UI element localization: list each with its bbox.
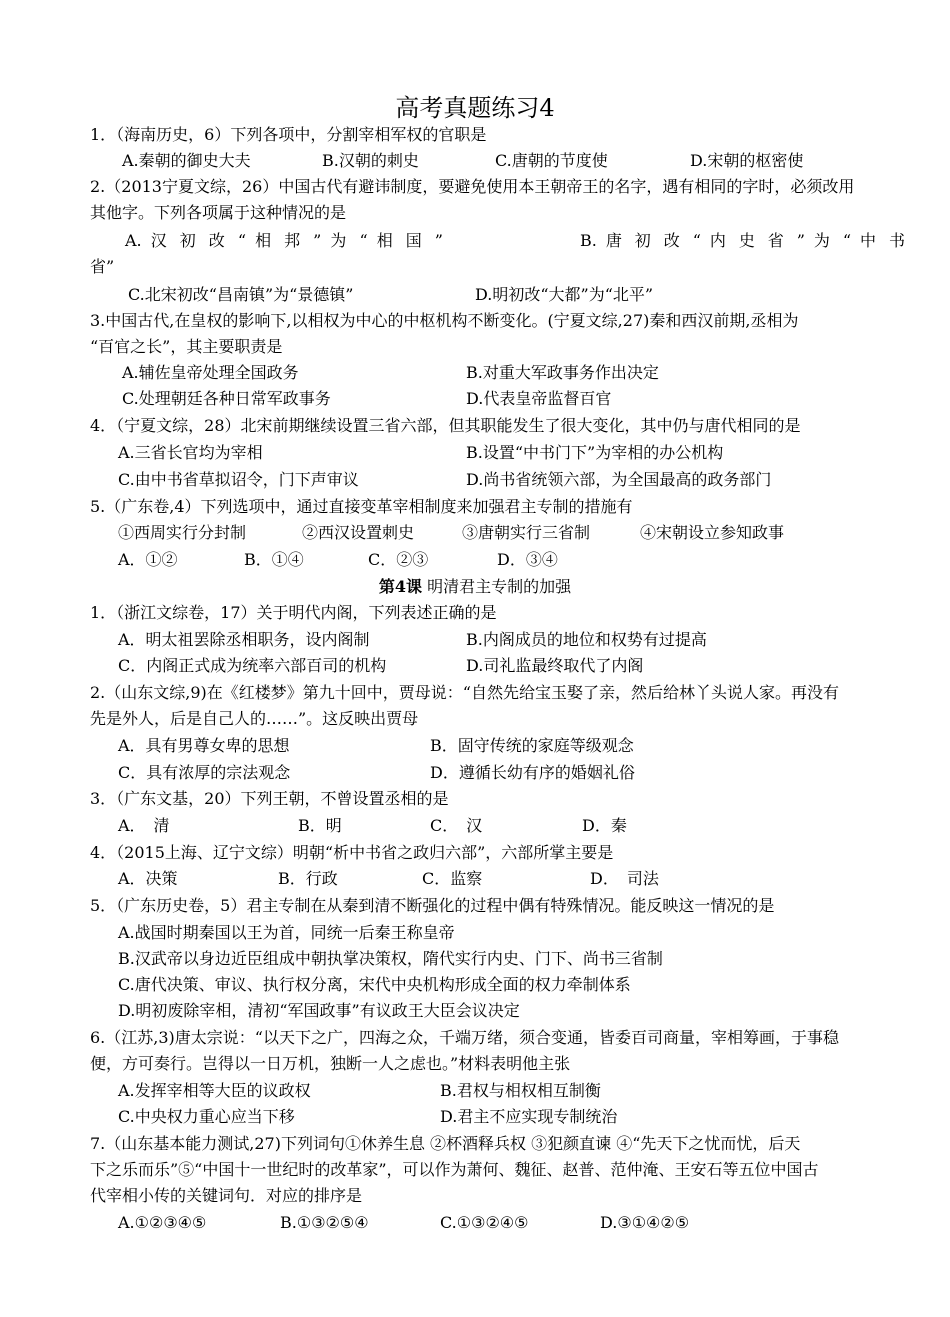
p7-option-c: C.①③②④⑤ (440, 1213, 529, 1232)
q5-option-d: D．③④ (497, 550, 558, 569)
p3-option-a: A． 清 (118, 816, 170, 835)
p4-option-c: C．监察 (422, 869, 483, 888)
q4-option-b: B.设置“中书门下”为宰相的办公机构 (466, 443, 724, 462)
p1-option-a: A．明太祖罢除丞相职务，设内阁制 (118, 630, 370, 649)
p4-stem: 4．（2015上海、辽宁文综）明朝“析中书省之政归六部”，六部所掌主要是 (90, 843, 614, 862)
q4-option-a: A.三省长官均为宰相 (118, 443, 263, 462)
p5-option-c: C.唐代决策、审议、执行权分离，宋代中央机构形成全面的权力牵制体系 (118, 975, 631, 994)
q4-option-c: C.由中书省草拟诏令，门下声审议 (118, 470, 359, 489)
q2-option-b-cont: 省” (90, 257, 115, 276)
p3-option-d: D．秦 (582, 816, 627, 835)
p6-option-d: D.君主不应实现专制统治 (440, 1107, 618, 1126)
p2-option-b: B．固守传统的家庭等级观念 (430, 736, 634, 755)
q2-stem-line1: 2.（2013宁夏文综，26）中国古代有避讳制度，要避免使用本王朝帝王的名字，遇有相同的字时，必须改用 (90, 177, 855, 196)
q2-option-a: A. 汉 初 改 “ 相 邦 ” 为 “ 相 国 ” (125, 231, 443, 250)
p3-option-b: B．明 (298, 816, 342, 835)
p3-stem: 3．（广东文基，20）下列王朝，不曾设置丞相的是 (90, 789, 449, 808)
q3-option-d: D.代表皇帝监督百官 (466, 389, 612, 408)
p7-stem-line1: 7.（山东基本能力测试,27)下列词句①休养生息 ②杯酒释兵权 ③犯颜直谏 ④“先天下之忧而忧，后天 (90, 1134, 801, 1153)
q2-option-c: C.北宋初改“昌南镇”为“景德镇” (128, 285, 354, 304)
q4-option-d: D.尚书省统领六部，为全国最高的政务部门 (466, 470, 772, 489)
p2-option-d: D．遵循长幼有序的婚姻礼俗 (430, 763, 635, 782)
q3-option-c: C.处理朝廷各种日常军政事务 (122, 389, 331, 408)
page-title: 高考真题练习4 (395, 94, 555, 122)
section-title (0, 574, 950, 600)
p2-option-c: C．具有浓厚的宗法观念 (118, 763, 291, 782)
q5-option-a: A．①② (118, 550, 178, 569)
p1-option-b: B.内阁成员的地位和权势有过提高 (466, 630, 707, 649)
p4-option-a: A．决策 (118, 869, 178, 888)
p2-stem-line2: 先是外人，后是自己人的……”。这反映出贾母 (90, 709, 419, 728)
p2-stem-line1: 2.（山东文综,9)在《红楼梦》第九十回中，贾母说：“自然先给宝玉娶了亲，然后给林丫头说人家。再没有 (90, 683, 839, 702)
q3-stem-line2: “百官之长”，其主要职责是 (90, 337, 283, 356)
p1-option-c: C．内阁正式成为统率六部百司的机构 (118, 656, 387, 675)
p7-stem-line3: 代宰相小传的关键词句．对应的排序是 (90, 1186, 363, 1205)
q5-option-b: B．①④ (244, 550, 304, 569)
q1-option-a: A.秦朝的御史大夫 (122, 151, 251, 170)
q2-option-b: B. 唐 初 改 “ 内 史 省 ” 为 “ 中 书 (580, 231, 905, 250)
q5-option-c: C．②③ (368, 550, 429, 569)
q1-option-c: C.唐朝的节度使 (495, 151, 608, 170)
p6-option-a: A.发挥宰相等大臣的议政权 (118, 1081, 311, 1100)
p6-stem-line1: 6.（江苏,3)唐太宗说：“以天下之广，四海之众，千端万绪，须合变通，皆委百司商量，宰相筹画，于事稳 (90, 1028, 839, 1047)
q1-option-d: D.宋朝的枢密使 (690, 151, 804, 170)
q5-item-2: ②西汉设置刺史 (302, 523, 415, 542)
p4-option-d: D． 司法 (590, 869, 659, 888)
p1-stem: 1．（浙江文综卷，17）关于明代内阁，下列表述正确的是 (90, 603, 497, 622)
p2-option-a: A．具有男尊女卑的思想 (118, 736, 290, 755)
p5-option-d: D.明初废除宰相，清初“军国政事”有议政王大臣会议决定 (118, 1001, 520, 1020)
q5-item-4: ④宋朝设立参知政事 (640, 523, 785, 542)
p7-option-d: D.③①④②⑤ (600, 1213, 690, 1232)
p5-option-a: A.战国时期秦国以王为首，同统一后秦王称皇帝 (118, 923, 455, 942)
q1-option-b: B.汉朝的刺史 (322, 151, 419, 170)
section-title-bold: 第4课 (378, 577, 423, 596)
q5-item-1: ①西周实行分封制 (118, 523, 247, 542)
p5-option-b: B.汉武帝以身边近臣组成中朝执掌决策权，隋代实行内史、门下、尚书三省制 (118, 949, 663, 968)
p4-option-b: B．行政 (278, 869, 338, 888)
p7-option-a: A.①②③④⑤ (118, 1213, 207, 1232)
p6-option-c: C.中央权力重心应当下移 (118, 1107, 295, 1126)
q5-item-3: ③唐朝实行三省制 (462, 523, 591, 542)
p6-stem-line2: 便，方可奏行。岂得以一日万机，独断一人之虑也。”材料表明他主张 (90, 1054, 571, 1073)
section-title-rest: 明清君主专制的加强 (427, 577, 572, 596)
q5-stem: 5.（广东卷,4）下列选项中，通过直接变革宰相制度来加强君主专制的措施有 (90, 497, 633, 516)
q3-stem-line1: 3.中国古代,在皇权的影响下,以相权为中心的中枢机构不断变化。(宁夏文综,27)秦和西汉前期,丞相为 (90, 311, 799, 330)
q3-option-a: A.辅佐皇帝处理全国政务 (122, 363, 299, 382)
q3-option-b: B.对重大军政事务作出决定 (466, 363, 659, 382)
p6-option-b: B.君权与相权相互制衡 (440, 1081, 601, 1100)
p5-stem: 5．（广东历史卷，5）君主专制在从秦到清不断强化的过程中偶有特殊情况。能反映这一情况的是 (90, 896, 775, 915)
q4-stem: 4．（宁夏文综，28）北宋前期继续设置三省六部，但其职能发生了很大变化，其中仍与唐代相同的是 (90, 416, 801, 435)
q1-stem: 1．（海南历史，6）下列各项中，分割宰相军权的官职是 (90, 125, 487, 144)
p1-option-d: D.司礼监最终取代了内阁 (466, 656, 644, 675)
p7-stem-line2: 下之乐而乐”⑤“中国十一世纪时的改革家”，可以作为萧何、魏征、赵普、范仲淹、王安石等五位中国古 (90, 1160, 819, 1179)
p7-option-b: B.①③②⑤④ (280, 1213, 369, 1232)
q2-option-d: D.明初改“大都”为“北平” (475, 285, 654, 304)
q2-stem-line2: 其他字。下列各项属于这种情况的是 (90, 203, 347, 222)
p3-option-c: C． 汉 (430, 816, 483, 835)
